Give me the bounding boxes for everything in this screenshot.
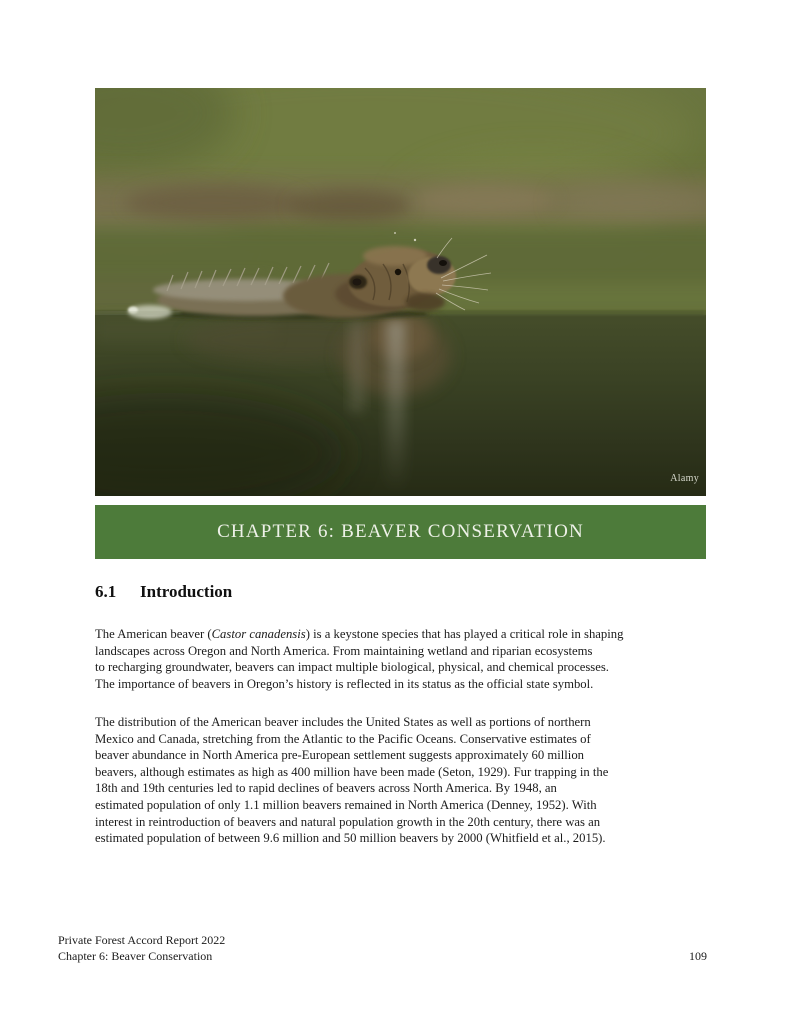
paragraph-2-line-8: estimated population of between 9.6 million and 50 million beavers by 2000 (Whitfield et al., 2015). [95,831,606,846]
page-footer [58,933,707,965]
paragraph-1-line-2: landscapes across Oregon and North America. From maintaining wetland and riparian ecosystems [95,643,593,658]
photo-credit: Alamy [670,473,699,484]
species-name-italic: Castor canadensis [211,627,306,641]
paragraph-2-line-7: interest in reintroduction of beavers and natural population growth in the 20th century, there was an [95,814,601,829]
paragraph-2-line-3: beaver abundance in North America pre-European settlement suggests approximately 60 million [95,748,585,763]
chapter-banner [95,505,706,559]
section-number: 6.1 [95,582,117,601]
section-heading [95,582,232,602]
paragraph-2 [95,714,715,847]
paragraph-2-line-1: The distribution of the American beaver includes the United States as well as portions of northern [95,715,591,729]
chapter-banner-title: CHAPTER 6: BEAVER CONSERVATION [217,521,584,542]
paragraph-1 [95,626,715,692]
footer-chapter-title: Chapter 6: Beaver Conservation [58,948,213,963]
paragraph-2-line-5: 18th and 19th centuries led to rapid declines of beavers across North America. By 1948, an [95,781,557,796]
text-run: ) is a keystone species that has played a critical role in shaping [305,627,624,641]
text-run: The American beaver ( [95,627,212,641]
paragraph-1-line-3: to recharging groundwater, beavers can impact multiple biological, physical, and chemical processes. [95,660,609,675]
paragraph-2-line-6: estimated population of only 1.1 million beavers remained in North America (Denney, 1952). With [95,797,597,812]
beaver-photo-art [95,88,706,496]
page-number: 109 [689,948,707,963]
paragraph-2-line-4: beavers, although estimates as high as 400 million have been made (Seton, 1929). Fur trapping in the [95,764,609,779]
paragraph-1-line-1 [95,626,715,643]
section-title: Introduction [140,582,233,601]
paragraph-1-line-4: The importance of beavers in Oregon’s history is reflected in its status as the official state symbol. [95,676,594,691]
beaver-photo [95,88,706,496]
paragraph-2-line-2: Mexico and Canada, stretching from the Atlantic to the Pacific Oceans. Conservative estimates of [95,731,591,746]
footer-report-title: Private Forest Accord Report 2022 [58,933,226,947]
